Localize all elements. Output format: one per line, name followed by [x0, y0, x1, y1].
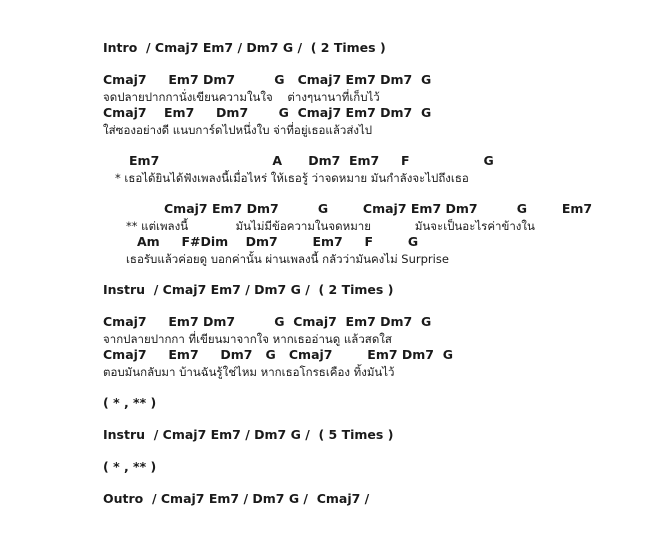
verse2-chord-line-1: Cmaj7 Em7 Dm7 G Cmaj7 Em7 Dm7 G — [103, 314, 432, 329]
chorus-lyric-line-2: เธอรับแล้วค่อยดู บอกค่านั้น ผ่านเพลงนี้ กลัวว่ามันคงไม่ Surprise — [126, 252, 449, 266]
verse1-chord-line-1: Cmaj7 Em7 Dm7 G Cmaj7 Em7 Dm7 G — [103, 72, 432, 87]
verse2-lyric-line-1: จากปลายปากกา ที่เขียนมาจากใจ หากเธออ่านดู แล้วสดใส — [103, 332, 392, 346]
verse1-lyric-line-2: ใส่ซองอย่างดี แนบการ์ดไปหนึ่งใบ จ่าที่อยู่เธอแล้วส่งไป — [103, 123, 373, 137]
repeat-marker-2: ( * , ** ) — [103, 459, 157, 474]
chorus-chord-line-2: Am F#Dim Dm7 Em7 F G — [137, 234, 419, 249]
instru-line-2: Instru / Cmaj7 Em7 / Dm7 G / ( 5 Times ) — [103, 427, 394, 442]
prechorus-chord-line: Em7 A Dm7 Em7 F G — [129, 153, 494, 168]
prechorus-lyric-line: * เธอได้ยินได้ฟังเพลงนี้เมื่อไหร่ ให้เธอรู้ ว่าจดหมาย มันกำลังจะไปถึงเธอ — [115, 171, 469, 185]
repeat-marker-1: ( * , ** ) — [103, 395, 157, 410]
verse2-chord-line-2: Cmaj7 Em7 Dm7 G Cmaj7 Em7 Dm7 G — [103, 347, 453, 362]
verse2-lyric-line-2: ตอบมันกลับมา บ้านฉันรู้ใช่ไหม หากเธอโกรธเคือง ทิ้งมันไว้ — [103, 365, 395, 379]
chorus-chord-line-1: Cmaj7 Em7 Dm7 G Cmaj7 Em7 Dm7 G Em7 — [164, 201, 593, 216]
outro-line: Outro / Cmaj7 Em7 / Dm7 G / Cmaj7 / — [103, 491, 370, 506]
verse1-chord-line-2: Cmaj7 Em7 Dm7 G Cmaj7 Em7 Dm7 G — [103, 105, 432, 120]
chorus-lyric-line-1: ** แต่เพลงนี้ มันไม่มีข้อความในจดหมาย มันจะเป็นอะไรค่าข้างใน — [126, 219, 535, 233]
instru-line-1: Instru / Cmaj7 Em7 / Dm7 G / ( 2 Times ) — [103, 282, 394, 297]
verse1-lyric-line-1: จดปลายปากกานั่งเขียนความในใจ ต่างๆนานาที่เก็บไว้ — [103, 90, 380, 104]
intro-line: Intro / Cmaj7 Em7 / Dm7 G / ( 2 Times ) — [103, 40, 386, 55]
